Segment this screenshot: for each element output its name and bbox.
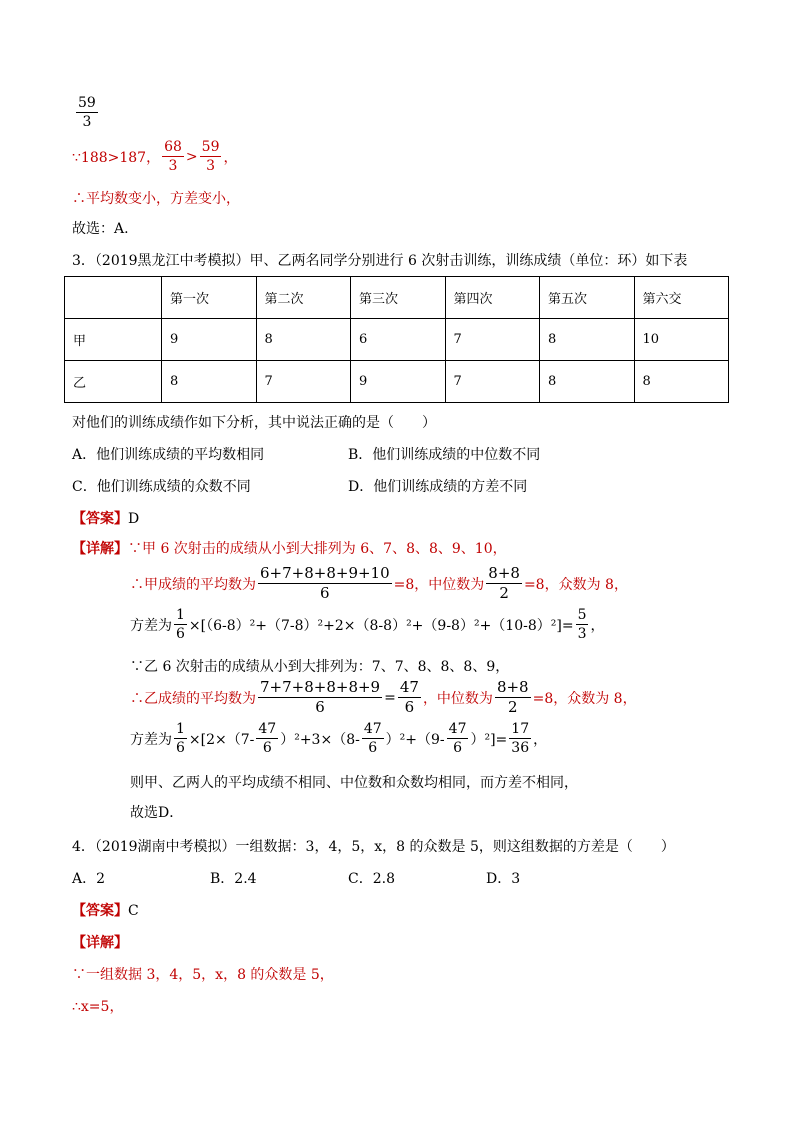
comparison-line: ∵188>187， $\frac{68}{3}$ > $\frac{59}{3}$ ， bbox=[72, 139, 238, 174]
q4-option-d: D．3 bbox=[486, 871, 521, 887]
because-text: ∵188>187， bbox=[72, 149, 161, 166]
table-cell: 7 bbox=[445, 319, 540, 361]
q3-detail-line8: 故选D． bbox=[130, 805, 184, 821]
fraction: $\frac{17}{36}$ bbox=[511, 721, 530, 756]
table-cell: 乙 bbox=[65, 361, 162, 403]
answer-tag: 【答案】 bbox=[72, 903, 128, 919]
q3-option-a: A．他们训练成绩的平均数相同 bbox=[72, 447, 265, 463]
table-cell: 第六交 bbox=[634, 277, 729, 319]
q3-stem: 3．（2019黑龙江中考模拟）甲、乙两名同学分别进行 6 次射击训练，训练成绩（单位：环）如下表 bbox=[72, 253, 688, 269]
q3-detail-line6: 方差为 $\frac{1}{6}$ ×[2×（7- $\frac{47}{6}$ ）²+3×（8- $\frac{47}{6}$ ）²+（9- $\frac{47}{6}$ ）²]= $\frac{17}{36}$ ， bbox=[130, 721, 548, 756]
table-cell: 第一次 bbox=[162, 277, 257, 319]
q3-detail-line2: ∴甲成绩的平均数为 $\frac{6+7+8+8+9+10}{6}$ =8，中位数为 $\frac{8+8}{2}$ =8，众数为 8， bbox=[130, 564, 628, 602]
fraction-59-3-b: $\frac{59}{3}$ bbox=[201, 139, 220, 174]
table-cell: 6 bbox=[351, 319, 446, 361]
answer-value: D bbox=[128, 511, 140, 527]
fraction: $\frac{8+8}{2}$ bbox=[488, 564, 520, 602]
q4-option-a: A．2 bbox=[72, 871, 106, 887]
fraction-68-3: $\frac{68}{3}$ bbox=[164, 139, 182, 174]
q3-detail-line5: ∴乙成绩的平均数为 $\frac{7+7+8+8+8+9}{6}$ = $\frac{47}{6}$ ，中位数为 $\frac{8+8}{2}$ =8，众数为 8， bbox=[130, 678, 637, 716]
answer-tag: 【答案】 bbox=[72, 511, 128, 527]
fraction-59-3: $\frac{59}{3}$ bbox=[78, 95, 96, 130]
table-cell: 第二次 bbox=[256, 277, 351, 319]
q4-detail-tag: 【详解】 bbox=[72, 935, 128, 951]
table-row bbox=[65, 361, 729, 403]
table-cell: 9 bbox=[162, 319, 257, 361]
table-header-row bbox=[65, 277, 729, 319]
fraction: $\frac{1}{6}$ bbox=[176, 721, 185, 756]
choose-line: 故选：A. bbox=[72, 221, 129, 237]
scores-table bbox=[64, 276, 729, 403]
table-cell: 9 bbox=[351, 361, 446, 403]
table-cell: 8 bbox=[540, 319, 635, 361]
q4-option-b: B．2.4 bbox=[210, 871, 257, 887]
q4-answer bbox=[72, 900, 139, 920]
table-cell bbox=[65, 277, 162, 319]
table-cell: 8 bbox=[162, 361, 257, 403]
table-cell: 8 bbox=[540, 361, 635, 403]
fraction: $\frac{47}{6}$ bbox=[448, 721, 467, 756]
table-cell: 第五次 bbox=[540, 277, 635, 319]
q3-option-d: D．他们训练成绩的方差不同 bbox=[348, 479, 528, 495]
q3-detail-line7: 则甲、乙两人的平均成绩不相同、中位数和众数均相同，而方差不相同， bbox=[130, 775, 578, 791]
fraction: $\frac{7+7+8+8+8+9}{6}$ bbox=[260, 678, 381, 716]
fraction: $\frac{6+7+8+8+9+10}{6}$ bbox=[260, 564, 390, 602]
q4-detail-line2: ∴x=5， bbox=[72, 999, 124, 1015]
fraction: $\frac{47}{6}$ bbox=[399, 678, 419, 716]
q3-option-b: B．他们训练成绩的中位数不同 bbox=[348, 447, 541, 463]
fraction: $\frac{47}{6}$ bbox=[363, 721, 382, 756]
q4-detail-line1: ∵一组数据 3，4，5，x，8 的众数是 5， bbox=[72, 967, 334, 983]
table-cell: 8 bbox=[634, 361, 729, 403]
q3-option-c: C．他们训练成绩的众数不同 bbox=[72, 479, 251, 495]
table-cell: 7 bbox=[445, 361, 540, 403]
table-cell: 甲 bbox=[65, 319, 162, 361]
table-cell: 7 bbox=[256, 361, 351, 403]
fraction: $\frac{5}{3}$ bbox=[577, 607, 587, 642]
q4-stem: 4．（2019湖南中考模拟）一组数据：3，4，5，x，8 的众数是 5，则这组数据的方差是（ ） bbox=[72, 839, 675, 855]
q3-detail-line3: 方差为 $\frac{1}{6}$ ×[（6-8）²+（7-8）²+2×（8-8）²+（9-8）²+（10-8）²]= $\frac{5}{3}$ ， bbox=[130, 607, 605, 642]
table-cell: 第三次 bbox=[351, 277, 446, 319]
fraction: $\frac{8+8}{2}$ bbox=[496, 678, 529, 716]
q3-answer bbox=[72, 508, 139, 528]
table-cell: 第四次 bbox=[445, 277, 540, 319]
q4-option-c: C．2.8 bbox=[348, 871, 395, 887]
table-cell: 8 bbox=[256, 319, 351, 361]
greater-than: > bbox=[185, 148, 198, 165]
fraction: $\frac{1}{6}$ bbox=[176, 607, 185, 642]
q3-detail-line4: ∵乙 6 次射击的成绩从小到大排列为：7、7、8、8、8、9， bbox=[130, 659, 510, 675]
q3-detail-line1: 【详解】∵甲 6 次射击的成绩从小到大排列为 6、7、8、8、9、10， bbox=[72, 541, 507, 557]
table-row bbox=[65, 319, 729, 361]
q3-question: 对他们的训练成绩作如下分析，其中说法正确的是（ ） bbox=[72, 415, 436, 431]
table-cell: 10 bbox=[634, 319, 729, 361]
answer-value: C bbox=[128, 903, 139, 919]
detail-tag: 【详解】 bbox=[72, 541, 128, 557]
therefore-line: ∴平均数变小，方差变小， bbox=[72, 191, 240, 207]
fraction: $\frac{47}{6}$ bbox=[258, 721, 277, 756]
